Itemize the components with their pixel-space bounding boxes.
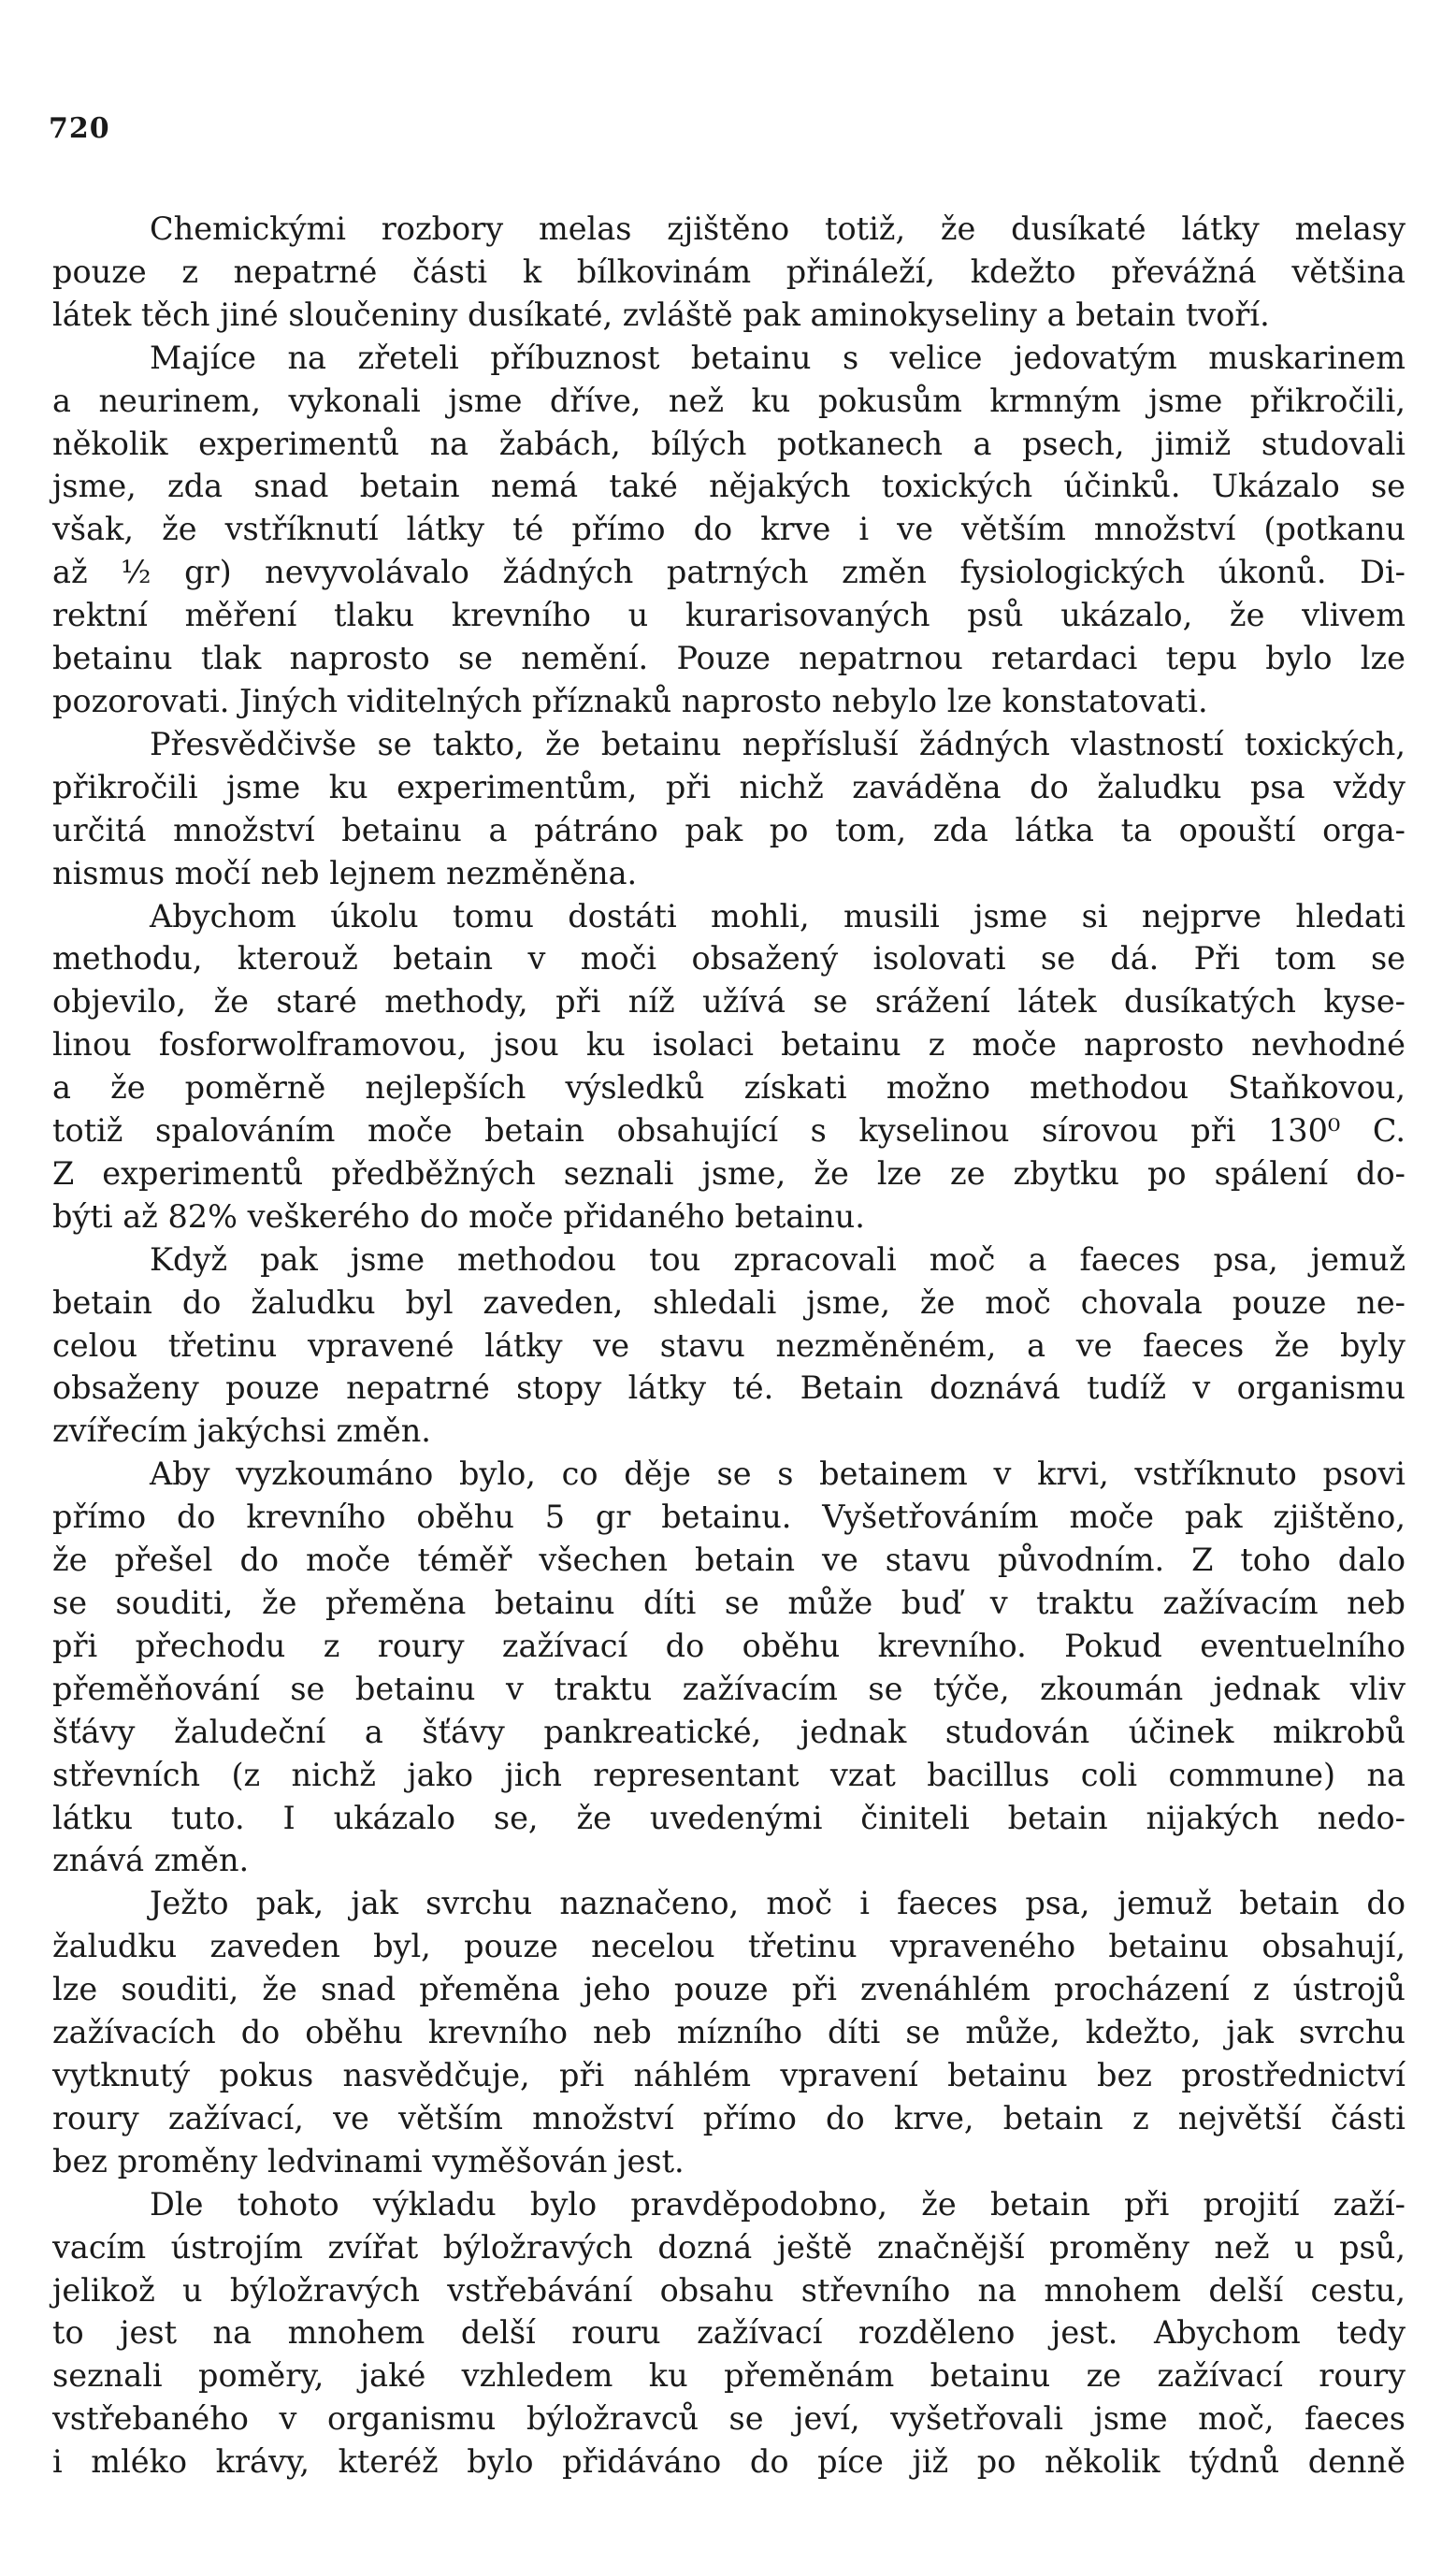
text-line: jsme, zda snad betain nemá také nějakých toxických účinků. Ukázalo se bbox=[52, 468, 1406, 505]
body-text bbox=[52, 208, 1406, 2484]
text-line: přikročili jsme ku experimentům, při nichž zaváděna do žaludku psa vždy bbox=[52, 768, 1406, 805]
paragraph bbox=[52, 1453, 1406, 1882]
text-line: Z experimentů předběžných seznali jsme, že lze ze zbytku po spálení do- bbox=[52, 1154, 1406, 1192]
text-line: linou fosforwolframovou, jsou ku isolaci betainu z moče naprosto nevhodné bbox=[52, 1026, 1406, 1064]
text-line: vstřebaného v organismu býložravců se jeví, vyšetřovali jsme moč, faeces bbox=[52, 2400, 1406, 2438]
text-line: přeměňování se betainu v traktu zažívacím se týče, zkoumán jednak vliv bbox=[52, 1670, 1406, 1707]
text-line: se souditi, že přeměna betainu díti se může buď v traktu zažívacím neb bbox=[52, 1585, 1406, 1621]
text-line: Aby vyzkoumáno bylo, co děje se s betainem v krvi, vstříknuto psovi bbox=[150, 1456, 1406, 1493]
paragraph bbox=[52, 1238, 1406, 1454]
text-line: rektní měření tlaku krevního u kurarisovaných psů ukázalo, že vlivem bbox=[52, 597, 1406, 634]
text-line: Majíce na zřeteli příbuznost betainu s velice jedovatým muskarinem bbox=[150, 339, 1406, 376]
text-line: zažívacích do oběhu krevního neb mízního díti se může, kdežto, jak svrchu bbox=[52, 2014, 1406, 2051]
paragraph bbox=[52, 2183, 1406, 2484]
text-line: Dle tohoto výkladu bylo pravděpodobno, že betain při projití zaží- bbox=[150, 2185, 1406, 2223]
paragraph bbox=[52, 337, 1406, 723]
text-line: jelikož u býložravých vstřebávání obsahu střevního na mnohem delší cestu, bbox=[52, 2271, 1406, 2309]
text-line: že přešel do moče téměř všechen betain ve stavu původním. Z toho dalo bbox=[52, 1542, 1406, 1579]
text-line: znává změn. bbox=[52, 1842, 250, 1879]
text-line: látku tuto. I ukázalo se, že uvedenými činiteli betain nijakých nedo- bbox=[52, 1799, 1406, 1836]
text-line: však, že vstříknutí látky té přímo do krve i ve větším množství (potkanu bbox=[52, 511, 1406, 548]
text-line: střevních (z nichž jako jich representant vzat bacillus coli commune) na bbox=[52, 1756, 1406, 1793]
text-line: bez proměny ledvinami vyměšován jest. bbox=[52, 2142, 685, 2180]
text-line: zvířecím jakýchsi změn. bbox=[52, 1412, 431, 1450]
text-line: totiž spalováním moče betain obsahující s kyselinou sírovou při 130⁰ C. bbox=[52, 1112, 1406, 1150]
text-line: lze souditi, že snad přeměna jeho pouze při zvenáhlém procházení z ústrojů bbox=[52, 1971, 1406, 2008]
text-line: objevilo, že staré methody, při níž užívá se srážení látek dusíkatých kyse- bbox=[52, 983, 1406, 1021]
paragraph bbox=[52, 208, 1406, 337]
text-line: vytknutý pokus nasvědčuje, při náhlém vpravení betainu bez prostřednictví bbox=[52, 2056, 1406, 2093]
paragraph bbox=[52, 1882, 1406, 2182]
text-line: býti až 82% veškerého do moče přidaného betainu. bbox=[52, 1197, 865, 1235]
text-line: obsaženy pouze nepatrné stopy látky té. Betain doznává tudíž v organismu bbox=[52, 1369, 1406, 1407]
paragraph bbox=[52, 895, 1406, 1238]
text-line: Abychom úkolu tomu dostáti mohli, musili jsme si nejprve hledati bbox=[150, 897, 1406, 934]
text-line: i mléko krávy, kteréž bylo přidáváno do píce již po několik týdnů denně bbox=[52, 2443, 1406, 2481]
text-line: látek těch jiné sloučeniny dusíkaté, zvláště pak aminokyseliny a betain tvoří. bbox=[52, 296, 1270, 333]
text-line: celou třetinu vpravené látky ve stavu nezměněném, a ve faeces že byly bbox=[52, 1326, 1406, 1364]
text-line: betain do žaludku byl zaveden, shledali jsme, že moč chovala pouze ne- bbox=[52, 1283, 1406, 1321]
text-line: určitá množství betainu a pátráno pak po tom, zda látka ta opouští orga- bbox=[52, 811, 1406, 848]
text-line: žaludku zaveden byl, pouze necelou třetinu vpraveného betainu obsahují, bbox=[52, 1928, 1406, 1965]
text-line: Ježto pak, jak svrchu naznačeno, moč i faeces psa, jemuž betain do bbox=[150, 1885, 1406, 1922]
text-line: pouze z nepatrné části k bílkovinám přináleží, kdežto převážná většina bbox=[52, 253, 1406, 290]
text-line: to jest na mnohem delší rouru zažívací rozděleno jest. Abychom tedy bbox=[52, 2314, 1406, 2352]
text-line: Když pak jsme methodou tou zpracovali moč a faeces psa, jemuž bbox=[150, 1240, 1406, 1278]
text-line: Přesvědčivše se takto, že betainu nepřísluší žádných vlastností toxických, bbox=[150, 725, 1406, 762]
text-line: až ½ gr) nevyvolávalo žádných patrných změn fysiologických úkonů. Di- bbox=[52, 554, 1406, 591]
text-line: methodu, kterouž betain v moči obsažený isolovati se dá. Při tom se bbox=[52, 940, 1406, 978]
text-line: nismus močí neb lejnem nezměněna. bbox=[52, 854, 638, 891]
text-line: šťávy žaludeční a šťávy pankreatické, jednak studován účinek mikrobů bbox=[52, 1713, 1406, 1750]
page-number: 720 bbox=[49, 112, 110, 145]
text-line: seznali poměry, jaké vzhledem ku přeměnám betainu ze zažívací roury bbox=[52, 2357, 1406, 2395]
text-line: pozorovati. Jiných viditelných příznaků naprosto nebylo lze konstatovati. bbox=[52, 682, 1208, 719]
paragraph bbox=[52, 723, 1406, 895]
text-line: roury zažívací, ve větším množství přímo do krve, betain z největší části bbox=[52, 2099, 1406, 2136]
text-line: několik experimentů na žabách, bílých potkanech a psech, jimiž studovali bbox=[52, 425, 1406, 462]
text-line: přímo do krevního oběhu 5 gr betainu. Vyšetřováním moče pak zjištěno, bbox=[52, 1499, 1406, 1536]
text-line: betainu tlak naprosto se nemění. Pouze nepatrnou retardaci tepu bylo lze bbox=[52, 640, 1406, 677]
text-line: a neurinem, vykonali jsme dříve, než ku pokusům krmným jsme přikročili, bbox=[52, 382, 1406, 419]
text-line: a že poměrně nejlepších výsledků získati možno methodou Staňkovou, bbox=[52, 1069, 1406, 1107]
text-line: při přechodu z roury zažívací do oběhu krevního. Pokud eventuelního bbox=[52, 1627, 1406, 1664]
text-line: vacím ústrojím zvířat býložravých dozná ještě značnější proměny než u psů, bbox=[52, 2228, 1406, 2266]
text-line: Chemickými rozbory melas zjištěno totiž, že dusíkaté látky melasy bbox=[150, 210, 1406, 247]
